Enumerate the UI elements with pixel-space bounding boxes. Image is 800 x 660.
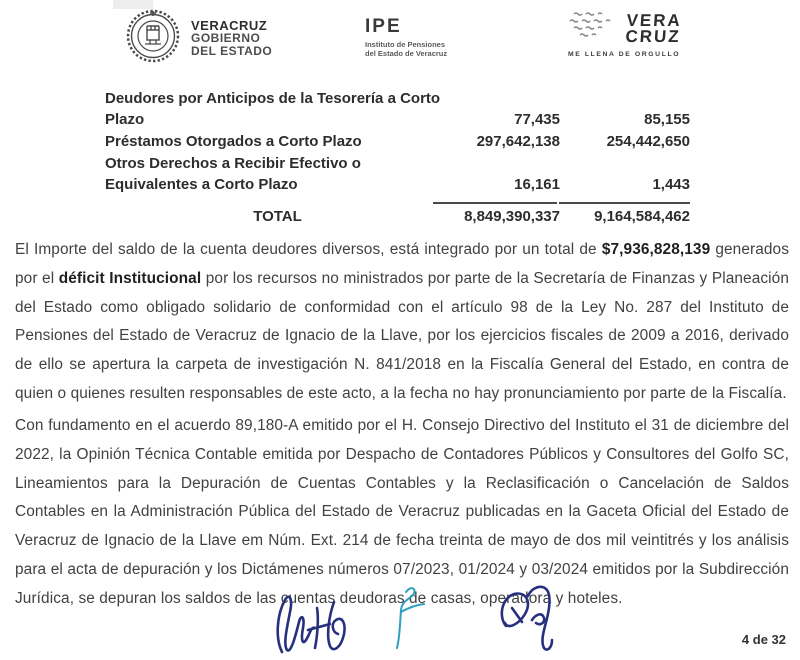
table-row (105, 88, 690, 130)
p1-text-3: por los recursos no ministrados por parte de la Secretaría de Finanzas y Planeación del Estado como obligado solidario de conformidad con el artículo 98 de la Ley No. 287 del Instituto de Pensiones del Estado de Veracruz de Ignacio de la Llave, por los ejercicios fiscales de 2009 a 2016, derivado de ello se apertura la carpeta de investigación N. 841/2018 en la Fiscalía General del Estado, en contra de quien o quienes resulten responsables de este acto, a la fecha no hay pronunciamiento por parte de la Fiscalía. (15, 269, 789, 402)
veracruz-pattern-icon (568, 10, 618, 47)
row-label: Deudores por Anticipos de la Tesorería a Corto Plazo (105, 90, 441, 128)
total-amount-col2: 9,164,584,462 (594, 208, 690, 225)
gov-logo-line3: DEL ESTADO (191, 44, 273, 58)
row-amount-col1: 297,642,138 (476, 133, 560, 150)
ipe-logo-subtitle1: Instituto de Pensiones (365, 40, 446, 49)
financial-table (105, 88, 690, 227)
total-amount-col1: 8,849,390,337 (464, 208, 560, 225)
vc-logo-word2: CRUZ (624, 26, 682, 46)
gov-logo-line2: GOBIERNO (191, 31, 261, 45)
p1-text-1: El Importe del saldo de la cuenta deudores diversos, está integrado por un total de (15, 241, 602, 258)
p1-text-2: generados por el (15, 241, 789, 287)
total-rule-lines (105, 196, 690, 204)
row-label: Otros Derechos a Recibir Efectivo o Equivalentes a Corto Plazo (105, 155, 361, 193)
table-total-row (105, 206, 690, 227)
ipe-logo (365, 16, 447, 58)
document-header (0, 8, 800, 68)
paragraph-deudores (15, 236, 789, 409)
table-row (105, 153, 690, 195)
table-row (105, 131, 690, 152)
ipe-logo-subtitle2: del Estado de Veracruz (365, 49, 448, 58)
signature-left (272, 590, 354, 658)
row-amount-col1: 16,161 (514, 176, 560, 193)
veracruz-brand-logo (568, 10, 681, 58)
row-amount-col2: 1,443 (652, 176, 690, 193)
signature-right (492, 582, 568, 654)
row-label: Préstamos Otorgados a Corto Plazo (105, 133, 362, 150)
total-rule-col2 (559, 202, 690, 204)
gov-logo-line1: VERACRUZ (191, 18, 268, 33)
p1-amount-bold: $7,936,828,139 (601, 241, 711, 258)
page-number: 4 de 32 (741, 632, 786, 647)
gov-veracruz-logo (125, 8, 272, 69)
row-amount-col2: 85,155 (644, 111, 690, 128)
signature-middle (382, 582, 428, 652)
row-amount-col2: 254,442,650 (606, 133, 690, 150)
ipe-logo-title: IPE (365, 16, 402, 37)
gov-seal-icon (125, 8, 181, 69)
p1-deficit-bold: déficit Institucional (58, 269, 202, 287)
p2-text: Con fundamento en el acuerdo 89,180-A emitido por el H. Consejo Directivo del Instituto el 31 de diciembre del 2022, la Opinión Técnica Contable emitida por Despacho de Contadores Públicos y Consultores del Golfo SC, Lineamientos para la Depuración de Cuentas Contables y la Reclasificación o Cancelación de Saldos Contables en la Administración Pública del Estado de Veracruz publicadas en la Gaceta Oficial del Estado de Veracruz de Ignacio de la Llave em Núm. Ext. 214 de fecha treinta de mayo de dos mil veintitrés y los análisis para el acta de depuración y los Dictámenes números 07/2023, 01/2024 y 03/2024 emitidos por la Subdirección Jurídica, se depuran los saldos de las cuentas deudoras de casas, operadora y hoteles. (15, 417, 789, 607)
vc-logo-tagline: ME LLENA DE ORGULLO (568, 51, 681, 58)
row-amount-col1: 77,435 (514, 111, 560, 128)
total-rule-col1 (433, 202, 557, 204)
vc-logo-word1: VERA (625, 10, 683, 30)
total-label: TOTAL (253, 208, 302, 225)
